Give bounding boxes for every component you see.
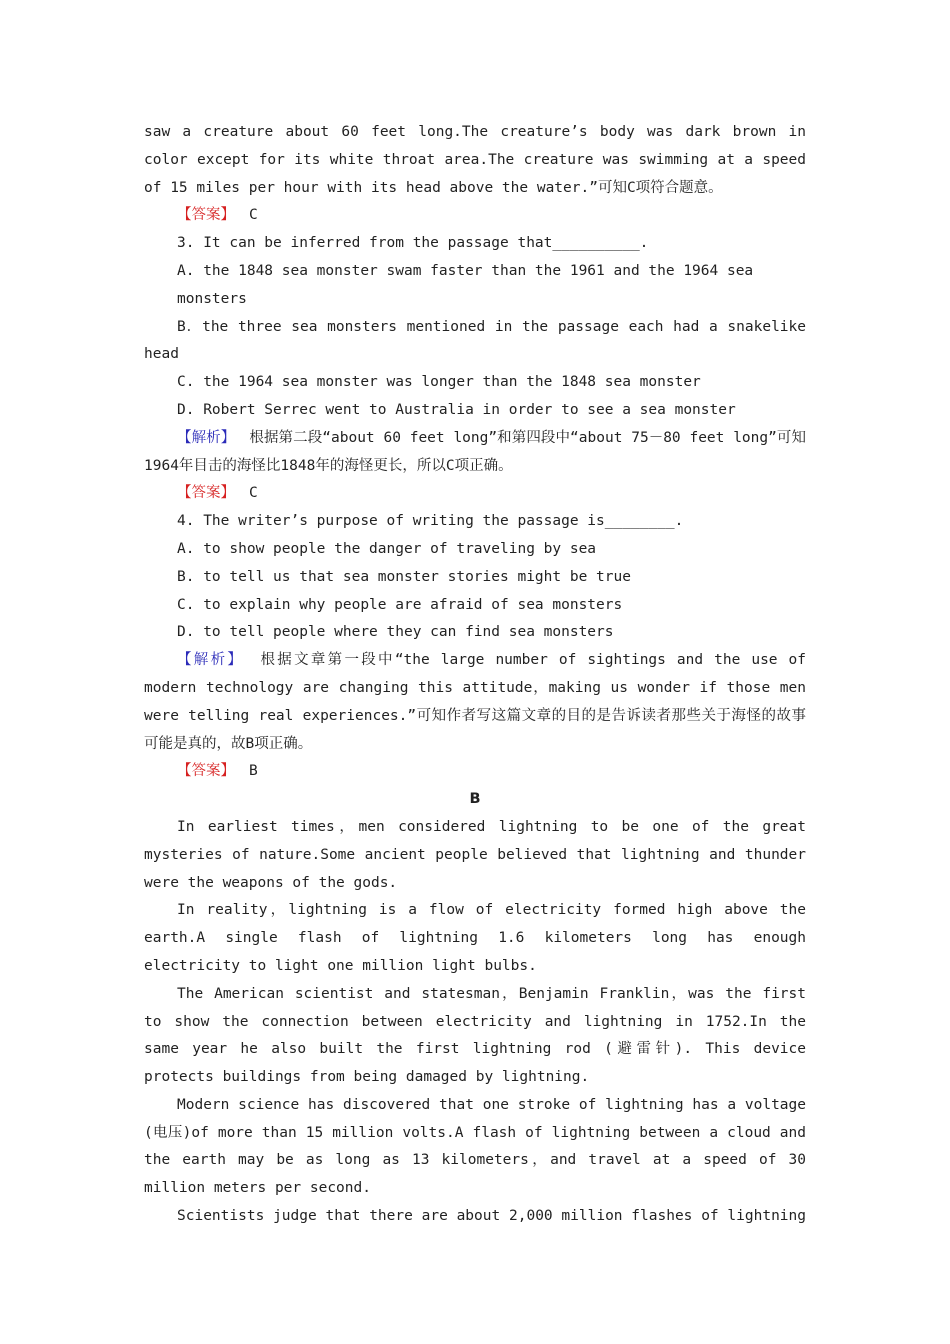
passage-paragraph-2: In reality，lightning is a flow of electricity formed high above the earth.A single flash of lightning 1.6 kilometers long has enough electricity to light one million light bulbs. — [144, 902, 806, 974]
q2-answer-row — [144, 202, 806, 230]
q4-option-c: C. to explain why people are afraid of sea monsters — [177, 596, 623, 613]
analysis-tag: 【解析】 — [177, 429, 236, 446]
answer-tag: 【答案】 — [177, 207, 235, 224]
analysis-tag: 【解析】 — [177, 652, 245, 669]
document-page — [144, 119, 806, 1231]
q3-option-c: C. the 1964 sea monster was longer than the 1848 sea monster — [177, 374, 701, 391]
q4-option-a: A. to show people the danger of traveling by sea — [177, 540, 597, 557]
analysis-text: 根据第二段“about 60 feet long”和第四段中“about 75－80 feet long”可知1964年目击的海怪比1848年的海怪更长，所以C项正确。 — [144, 429, 806, 474]
q3-option-b: B．the three sea monsters mentioned in the passage each had a snakelike head — [144, 318, 806, 363]
answer-tag: 【答案】 — [177, 763, 235, 780]
q4-analysis — [144, 647, 806, 758]
q3-option-a: A. the 1848 sea monster swam faster than the 1961 and the 1964 sea monsters — [177, 262, 754, 307]
answer-value: C — [249, 207, 258, 224]
passage-paragraph-5: Scientists judge that there are about 2,000 million flashes of lightning — [177, 1208, 806, 1225]
q4-stem: 4. The writer’s purpose of writing the passage is________. — [177, 513, 684, 530]
passage-paragraph-3: The American scientist and statesman，Benjamin Franklin，was the first to show the connection between electricity and lightning in 1752.In the same year he also built the first lightning rod (避雷针). This device protects buildings from being damaged by lightning. — [144, 985, 806, 1086]
q4-answer-row — [144, 758, 806, 786]
intro-paragraph: saw a creature about 60 feet long.The creature’s body was dark brown in color except for its white throat area.The creature was swimming at a speed of 15 miles per hour with its head above the water.”可知C项符合题意。 — [144, 124, 806, 196]
q4-option-d: D. to tell people where they can find sea monsters — [177, 624, 614, 641]
passage-paragraph-4: Modern science has discovered that one stroke of lightning has a voltage (电压)of more than 15 million volts.A flash of lightning between a cloud and the earth may be as long as 13 kilometers，and travel at a speed of 30 million meters per second. — [144, 1096, 806, 1197]
answer-value: C — [249, 485, 258, 502]
passage-paragraph-1: In earliest times，men considered lightning to be one of the great mysteries of nature.Some ancient people believed that lightning and thunder were the weapons of the gods. — [144, 818, 806, 891]
q3-stem: 3. It can be inferred from the passage that__________. — [177, 235, 649, 252]
answer-value: B — [249, 763, 258, 780]
section-title: B — [469, 791, 481, 808]
q4-option-b: B. to tell us that sea monster stories might be true — [177, 568, 631, 585]
q3-analysis — [144, 425, 806, 481]
q3-option-d: D. Robert Serrec went to Australia in order to see a sea monster — [177, 401, 736, 418]
q3-answer-row — [144, 480, 806, 508]
analysis-text: 根据文章第一段中“the large number of sightings and the use of modern technology are changing this attitude，making us wonder if those men were telling real experiences.”可知作者写这篇文章的目的是告诉读者那些关于海怪的故事可能是真的，故B项正确。 — [144, 652, 807, 752]
answer-tag: 【答案】 — [177, 485, 235, 502]
